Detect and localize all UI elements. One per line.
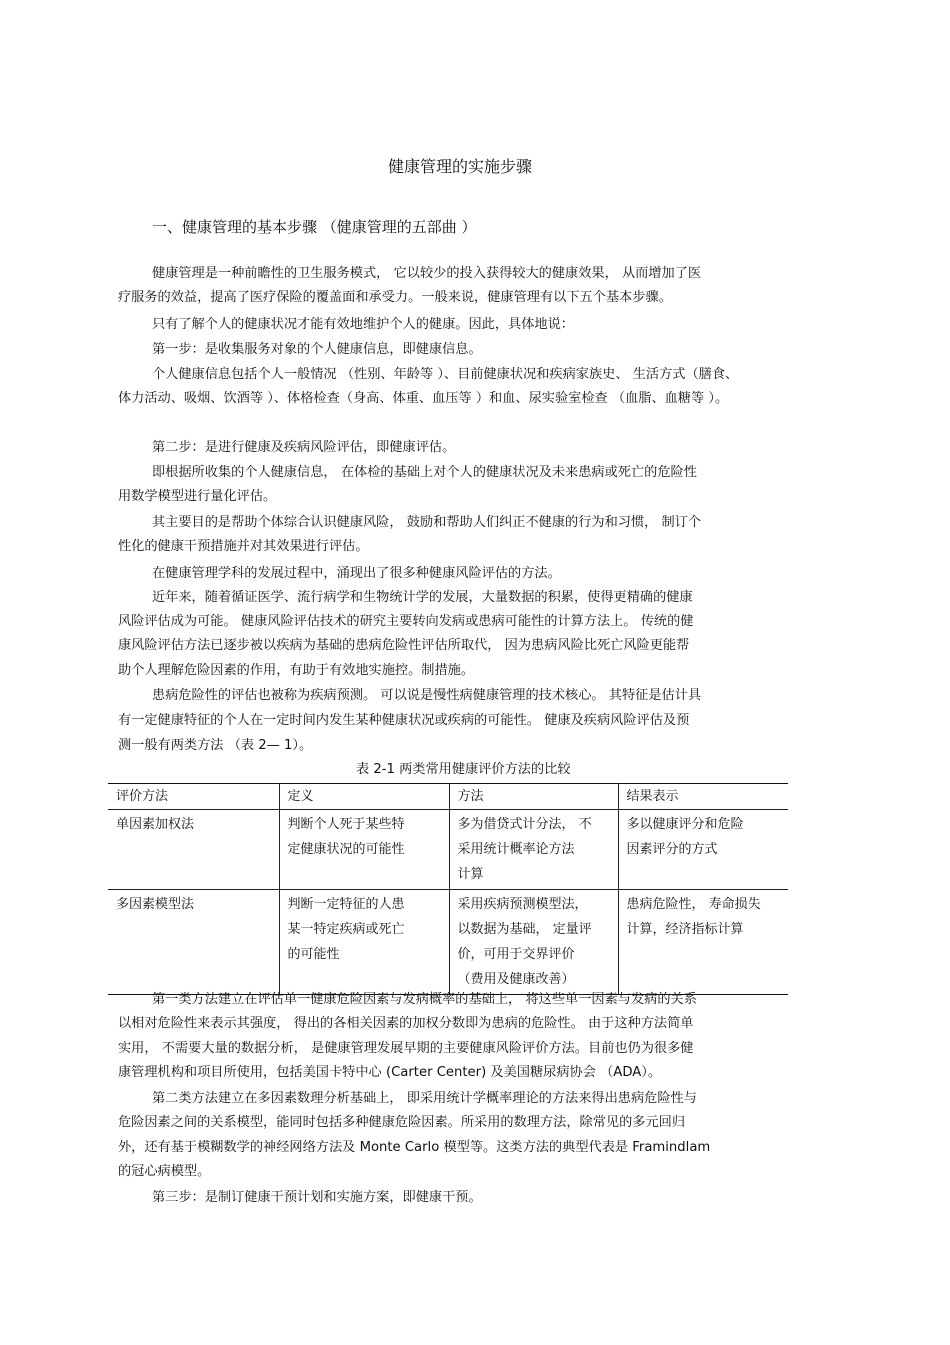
table-cell	[279, 890, 449, 995]
cell-line: 多因素模型法	[116, 897, 195, 912]
cell-line: （费用及健康改善）	[457, 972, 575, 987]
table-cell	[108, 890, 279, 995]
cell-line: 以数据为基础， 定量评	[457, 922, 592, 937]
table-row	[108, 890, 788, 995]
paragraph-line: 有一定健康特征的个人在一定时间内发生某种健康状况或疾病的可能性。 健康及疾病风险评估及预	[118, 713, 690, 728]
cell-line: 判断一定特征的人患	[287, 897, 405, 912]
column-header: 方法	[449, 784, 618, 810]
table-header-row	[108, 784, 788, 810]
table-cell	[449, 890, 618, 995]
cell-line: 因素评分的方式	[626, 842, 718, 857]
paragraph-line: 第二类方法建立在多因素数理分析基础上， 即采用统计学概率理论的方法来得出患病危险性与	[152, 1091, 697, 1106]
cell-line: 采用统计概率论方法	[457, 842, 575, 857]
cell-line: 的可能性	[287, 947, 340, 962]
paragraph-line: 疗服务的效益，提高了医疗保险的覆盖面和承受力。一般来说，健康管理有以下五个基本步骤。	[118, 290, 672, 305]
cell-line: 多为借贷式计分法， 不	[457, 817, 592, 832]
paragraph-line: 危险因素之间的关系模型，能同时包括多种健康危险因素。所采用的数理方法，除常见的多元回归	[118, 1115, 686, 1130]
paragraph-line: 只有了解个人的健康状况才能有效地维护个人的健康。因此，具体地说：	[152, 317, 574, 332]
cell-line: 计算	[457, 867, 484, 882]
step-1-heading: 第一步：是收集服务对象的个人健康信息，即健康信息。	[152, 342, 482, 357]
paragraph-line: 康管理机构和项目所使用，包括美国卡特中心 (Carter Center) 及美国糖尿病协会 （ADA）。	[118, 1065, 662, 1080]
table-row	[108, 810, 788, 890]
table-cell	[108, 810, 279, 890]
cell-line: 计算，经济指标计算	[626, 922, 744, 937]
section-heading: 一、健康管理的基本步骤 （健康管理的五部曲 ）	[152, 218, 477, 236]
paragraph-line: 测一般有两类方法 （表 2— 1）。	[118, 738, 313, 753]
column-header: 结果表示	[618, 784, 788, 810]
column-header: 评价方法	[108, 784, 279, 810]
cell-line: 单因素加权法	[116, 817, 195, 832]
step-3-heading: 第三步：是制订健康干预计划和实施方案，即健康干预。	[152, 1190, 482, 1205]
cell-line: 判断个人死于某些特	[287, 817, 405, 832]
column-header: 定义	[279, 784, 449, 810]
cell-line: 定健康状况的可能性	[287, 842, 405, 857]
paragraph-line: 健康管理是一种前瞻性的卫生服务模式， 它以较少的投入获得较大的健康效果， 从而增加了医	[152, 266, 702, 281]
paragraph-line: 康风险评估方法已逐步被以疾病为基础的患病危险性评估所取代， 因为患病风险比死亡风险更能帮	[118, 638, 690, 653]
step-2-heading: 第二步：是进行健康及疾病风险评估，即健康评估。	[152, 440, 456, 455]
paragraph-line: 体力活动、吸烟、饮酒等 ）、体格检查（身高、体重、血压等 ）和血、尿实验室检查 （血脂、血糖等 ）。	[118, 391, 729, 406]
paragraph-line: 其主要目的是帮助个体综合认识健康风险， 鼓励和帮助人们纠正不健康的行为和习惯， 制订个	[152, 515, 702, 530]
paragraph-line: 风险评估成为可能。 健康风险评估技术的研究主要转向发病或患病可能性的计算方法上。 传统的健	[118, 614, 694, 629]
comparison-table	[108, 783, 788, 995]
paragraph-line: 性化的健康干预措施并对其效果进行评估。	[118, 539, 369, 554]
table-cell	[618, 810, 788, 890]
paragraph-line: 即根据所收集的个人健康信息， 在体检的基础上对个人的健康状况及未来患病或死亡的危险性	[152, 465, 697, 480]
cell-line: 患病危险性， 寿命损失	[626, 897, 761, 912]
paragraph-line: 的冠心病模型。	[118, 1164, 211, 1179]
table-cell	[449, 810, 618, 890]
paragraph-line: 实用， 不需要大量的数据分析， 是健康管理发展早期的主要健康风险评价方法。目前也仍为很多健	[118, 1041, 694, 1056]
table-cell	[279, 810, 449, 890]
paragraph-line: 在健康管理学科的发展过程中，涌现出了很多种健康风险评估的方法。	[152, 566, 561, 581]
page-title: 健康管理的实施步骤	[388, 157, 533, 176]
table-caption: 表 2-1 两类常用健康评价方法的比较	[356, 762, 571, 777]
paragraph-line: 第一类方法建立在评估单一健康危险因素与发病概率的基础上， 将这些单一因素与发病的关系	[152, 992, 697, 1007]
cell-line: 多以健康评分和危险	[626, 817, 744, 832]
paragraph-line: 个人健康信息包括个人一般情况 （性别、年龄等 ）、目前健康状况和疾病家族史、 生活方式（膳食、	[152, 367, 739, 382]
cell-line: 某一特定疾病或死亡	[287, 922, 405, 937]
cell-line: 采用疾病预测模型法，	[457, 897, 588, 912]
paragraph-line: 以相对危险性来表示其强度， 得出的各相关因素的加权分数即为患病的危险性。 由于这种方法简单	[118, 1016, 694, 1031]
table-cell	[618, 890, 788, 995]
cell-line: 价，可用于交界评价	[457, 947, 575, 962]
paragraph-line: 助个人理解危险因素的作用，有助于有效地实施控。制措施。	[118, 663, 475, 678]
paragraph-line: 近年来，随着循证医学、流行病学和生物统计学的发展，大量数据的积累，使得更精确的健康	[152, 590, 693, 605]
paragraph-line: 用数学模型进行量化评估。	[118, 489, 277, 504]
paragraph-line: 外，还有基于模糊数学的神经网络方法及 Monte Carlo 模型等。这类方法的典型代表是 Framindlam	[118, 1140, 711, 1155]
paragraph-line: 患病危险性的评估也被称为疾病预测。 可以说是慢性病健康管理的技术核心。 其特征是估计具	[152, 688, 702, 703]
